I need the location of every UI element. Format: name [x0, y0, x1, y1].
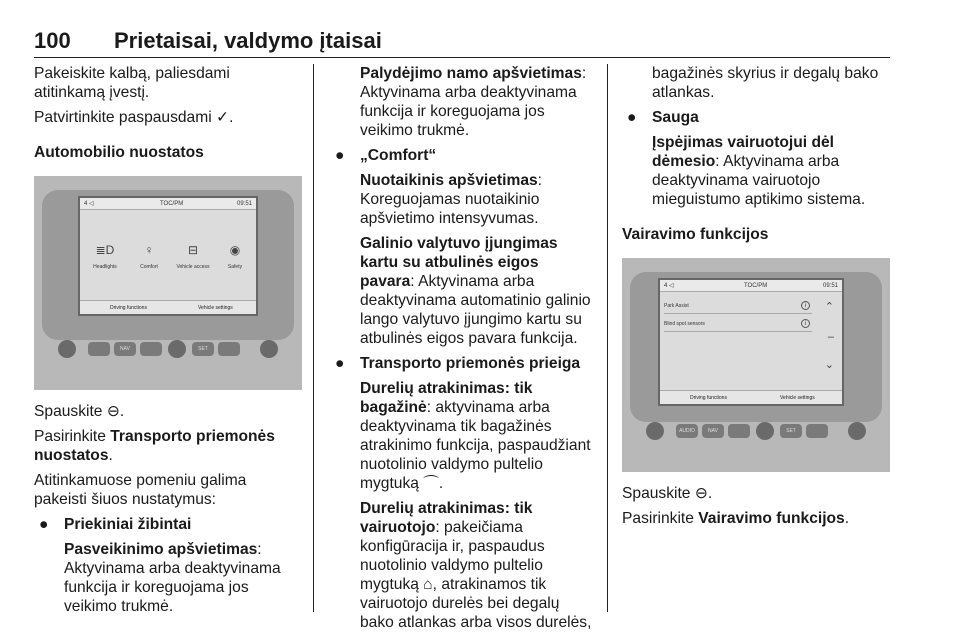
paragraph: Pasirinkite Transporto priemonės nuostatos. [34, 428, 275, 464]
list-item[interactable]: Park Assist i [664, 298, 812, 314]
clock: 09:51 [822, 283, 838, 289]
bullet-icon: ● [335, 355, 345, 372]
paragraph: Nuotaikinis apšvietimas: Koreguojamas nuotaikinio apšvietimo intensyvumas. [360, 172, 543, 227]
set-button[interactable]: SET [192, 342, 214, 356]
safety-icon: ◉ [229, 243, 241, 257]
side-knob[interactable] [260, 340, 278, 358]
headlight-icon: ≣D [95, 243, 115, 257]
scroll-indicator-icon: – [827, 331, 834, 343]
tile-label: Headlights [93, 264, 117, 270]
paragraph: Spauskite ⊖. [622, 485, 713, 502]
vehicle-access-icon: ⊟ [187, 243, 199, 257]
column-2 [330, 64, 596, 638]
tab-driving-functions[interactable]: Driving functions [110, 305, 147, 311]
tab-bar [660, 390, 842, 404]
column-divider [607, 64, 608, 612]
column-divider [313, 64, 314, 612]
bullet-icon: ● [39, 516, 49, 533]
settings-icons-row [80, 242, 256, 282]
tab-bar [80, 300, 256, 314]
paragraph: Pasveikinimo apšvietimas: Aktyvinama arba deaktyvinama funkcija ir koreguojama jos veikimo trukmė. [64, 541, 281, 615]
paragraph: Patvirtinkite paspausdami ✓. [34, 109, 234, 126]
list-item: ● Sauga [627, 109, 699, 126]
clock: 09:51 [236, 201, 252, 207]
infotainment-display [78, 196, 258, 316]
list-item[interactable]: Blind spot sensors i [664, 316, 812, 332]
page-number: 100 [34, 28, 71, 53]
tile-label: Safety [227, 264, 243, 270]
status-center: TOC/PM [160, 201, 184, 207]
list-item: ● Priekiniai žibintai [39, 516, 192, 533]
tile-label: Comfort [140, 264, 158, 270]
status-bar [660, 280, 842, 292]
set-button[interactable]: SET [780, 424, 802, 438]
nav-button[interactable]: NAV [702, 424, 724, 438]
info-icon[interactable]: i [801, 301, 810, 310]
hw-button[interactable] [806, 424, 828, 438]
hw-button[interactable] [88, 342, 110, 356]
section-title: Vairavimo funkcijos [622, 226, 769, 243]
paragraph: bagažinės skyrius ir degalų bako atlankas. [652, 65, 879, 101]
page-header [34, 24, 890, 58]
nav-button[interactable]: NAV [114, 342, 136, 356]
tab-vehicle-settings[interactable]: Vehicle settings [780, 395, 815, 401]
hw-button[interactable] [218, 342, 240, 356]
paragraph: Pakeiskite kalbą, paliesdami atitinkamą įvestį. [34, 65, 230, 101]
status-center: TOC/PM [744, 283, 768, 289]
bullet-icon: ● [627, 109, 637, 126]
paragraph: Durelių atrakinimas: tik vairuotojo: pakeičiama konfigūracija ir, paspaudus nuotolinio valdymo pultelio mygtuką ⌂, atrakinamos tik vairuotojo durelės bei degalų bako atlankas arba visos durelės, [360, 500, 592, 631]
safety-tile[interactable] [218, 242, 252, 277]
paragraph: Atitinkamuose pomeniu galima pakeisti šiuos nustatymus: [34, 472, 247, 508]
bullet-icon: ● [335, 147, 345, 164]
paragraph: Pasirinkite Vairavimo funkcijos. [622, 510, 850, 527]
info-icon[interactable]: i [801, 319, 810, 328]
comfort-icon: ♀ [144, 243, 154, 257]
side-knob[interactable] [848, 422, 866, 440]
scroll-up-icon[interactable]: ⌃ [824, 301, 834, 313]
hardware-controls [642, 424, 870, 444]
page-title: Prietaisai, valdymo įtaisai [114, 28, 382, 53]
phone-button[interactable] [140, 342, 162, 356]
volume-knob[interactable] [756, 422, 774, 440]
vehicle-settings-screenshot [34, 176, 302, 390]
status-left: 4 ◁ [84, 201, 94, 207]
driving-functions-screenshot [622, 258, 890, 472]
home-knob[interactable] [646, 422, 664, 440]
infotainment-display [658, 278, 844, 406]
status-left: 4 ◁ [664, 283, 674, 289]
tile-label: Vehicle access [176, 264, 210, 270]
paragraph: Durelių atrakinimas: tik bagažinė: aktyvinama arba deaktyvinama tik bagažinės atrakinimo funkcija, paspaudžiant nuotolinio valdymo pultelio mygtuką ⌒. [360, 380, 591, 492]
status-bar [80, 198, 256, 210]
audio-button[interactable]: AUDIO [676, 424, 698, 438]
home-knob[interactable] [58, 340, 76, 358]
comfort-tile[interactable] [132, 242, 166, 277]
scroll-down-icon[interactable]: ⌄ [824, 359, 834, 371]
vehicle-access-tile[interactable] [176, 242, 210, 277]
tab-vehicle-settings[interactable]: Vehicle settings [198, 305, 233, 311]
list-item: ● Transporto priemonės prieiga [335, 355, 581, 372]
phone-button[interactable] [728, 424, 750, 438]
paragraph: Įspėjimas vairuotojui dėl dėmesio: Aktyvinama arba deaktyvinama vairuotojo mieguistumo aptikimo sistema. [652, 134, 866, 208]
section-title: Automobilio nuostatos [34, 144, 204, 161]
column-1 [34, 64, 302, 622]
paragraph: Palydėjimo namo apšvietimas: Aktyvinama arba deaktyvinama funkcija ir koreguojama jos veikimo trukmė. [360, 65, 587, 139]
column-3 [622, 64, 890, 534]
list-item: ● „Comfort“ [335, 147, 437, 164]
volume-knob[interactable] [168, 340, 186, 358]
paragraph: Spauskite ⊖. [34, 403, 125, 420]
paragraph: Galinio valytuvo įjungimas kartu su atbulinės eigos pavara: Aktyvinama arba deaktyvinama automatinio galinio lango valytuvo įjungimo kartu su atbulinės eigos pavara funkcija. [360, 235, 591, 347]
tab-driving-functions[interactable]: Driving functions [690, 395, 727, 401]
hardware-controls [54, 342, 282, 362]
headlights-tile[interactable] [88, 242, 122, 277]
